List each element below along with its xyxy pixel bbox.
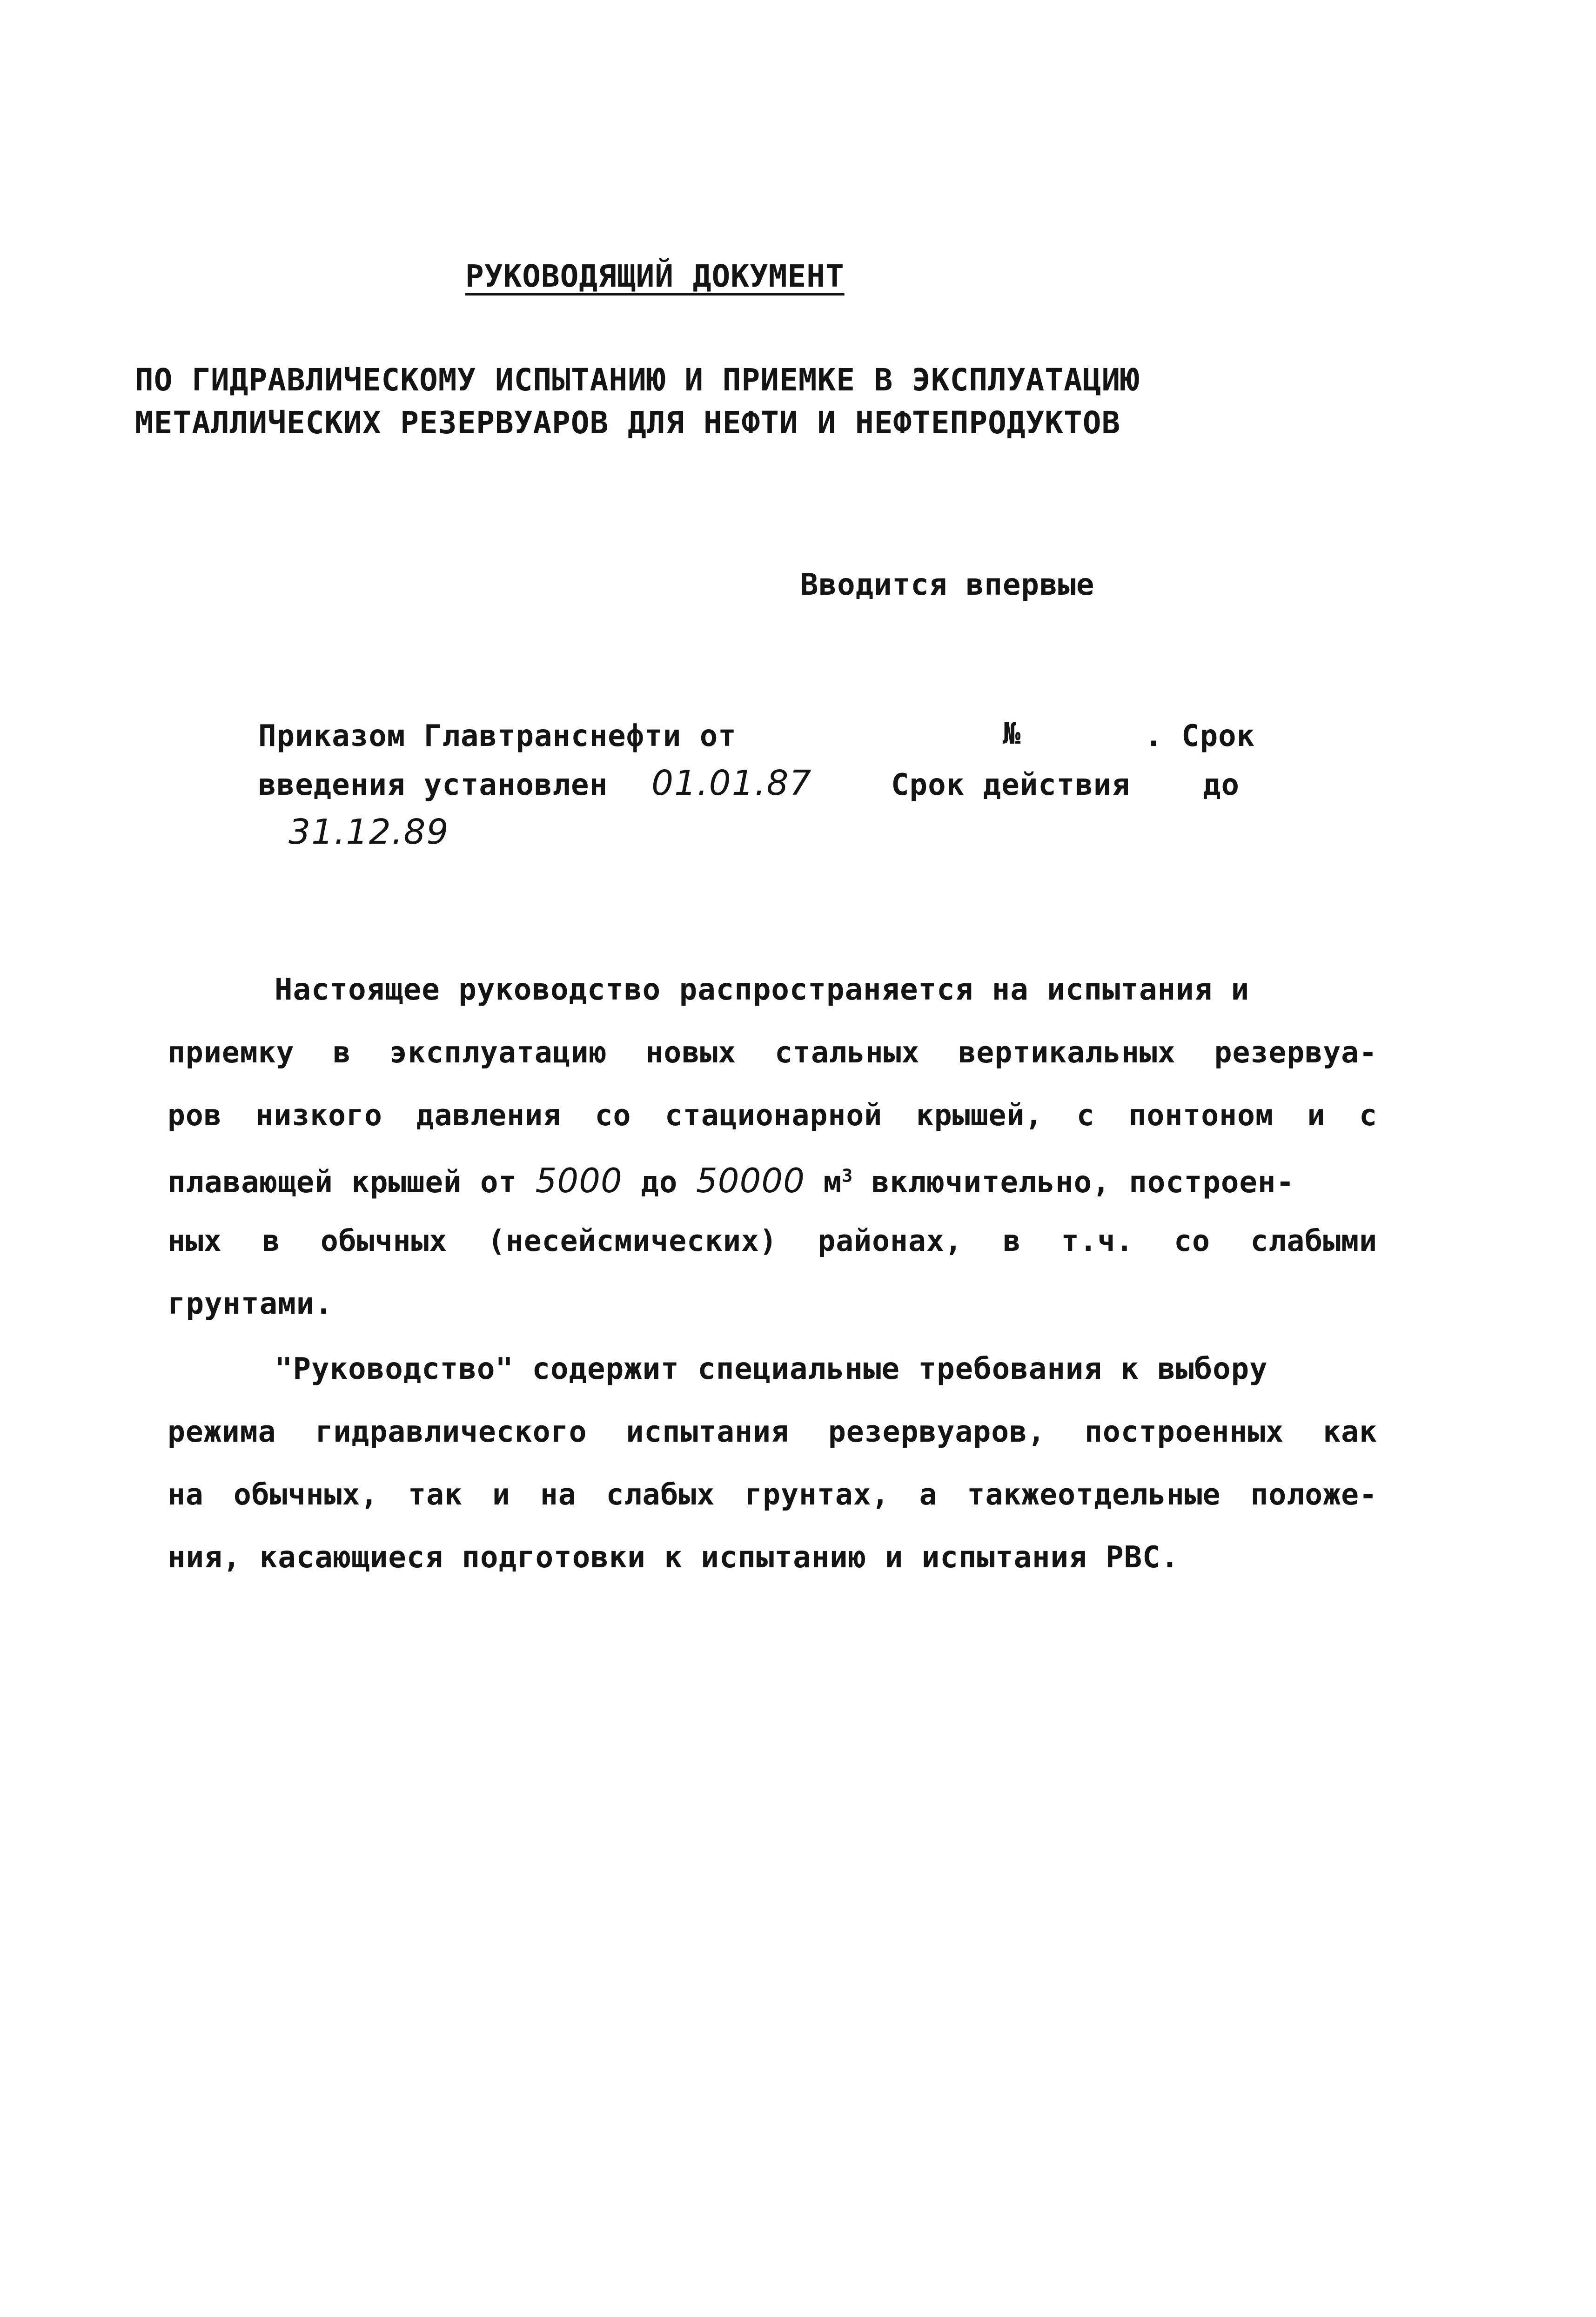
document-title: РУКОВОДЯЩИЙ ДОКУМЕНТ [465,258,845,294]
paragraph-1-line-4 [168,1161,1294,1200]
paragraph-2-line-1: "Руководство" содержит специальные требования к выбору [275,1352,1268,1386]
paragraph-1-line-1: Настоящее руководство распространяется на испытания и [275,973,1250,1007]
paragraph-1-line-6: грунтами. [168,1287,333,1321]
paragraph-2-line-2: режима гидравлического испытания резервуаров, построенных как [168,1415,1377,1449]
document-subtitle-line-2: МЕТАЛЛИЧЕСКИХ РЕЗЕРВУАРОВ ДЛЯ НЕФТИ И НЕФТЕПРОДУКТОВ [135,405,1121,441]
paragraph-1-line-4-part-a: плавающей крышей от [168,1165,517,1200]
paragraph-1-line-5: ных в обычных (несейсмических) районах, в т.ч. со слабыми [168,1224,1377,1258]
order-number-sign: № [1003,717,1021,751]
order-line-1-left: Приказом Главтранснефти от [258,719,737,753]
paragraph-1-line-3: ров низкого давления со стационарной крышей, с понтоном и с [168,1098,1377,1132]
order-line-2-middle: Срок действия [891,768,1130,802]
paragraph-1-line-4-part-b: до [641,1165,678,1200]
introduced-note: Вводится впервые [800,568,1095,602]
paragraph-1-line-4-unit: м [823,1165,842,1200]
paragraph-2-line-4: ния, касающиеся подготовки к испытанию и испытания РВС. [168,1540,1180,1575]
order-line-2-right: до [1203,768,1240,802]
handwritten-start-date: 01.01.87 [651,763,812,803]
handwritten-end-date: 31.12.89 [288,812,449,852]
paragraph-1-line-2: приемку в эксплуатацию новых стальных вертикальных резервуа- [168,1035,1377,1069]
paragraph-1-line-4-unit-exponent: 3 [842,1165,853,1187]
handwritten-volume-max: 50000 [696,1161,805,1200]
document-subtitle-line-1: ПО ГИДРАВЛИЧЕСКОМУ ИСПЫТАНИЮ И ПРИЕМКЕ В ЭКСПЛУАТАЦИЮ [135,362,1140,398]
handwritten-volume-min: 5000 [535,1161,623,1200]
paragraph-1-line-4-part-d: включительно, построен- [871,1165,1294,1200]
paragraph-2-line-3: на обычных, так и на слабых грунтах, а такжеотдельные положе- [168,1478,1377,1511]
order-line-2-left: введения установлен [258,768,608,802]
order-line-1-right: . Срок [1145,719,1255,753]
